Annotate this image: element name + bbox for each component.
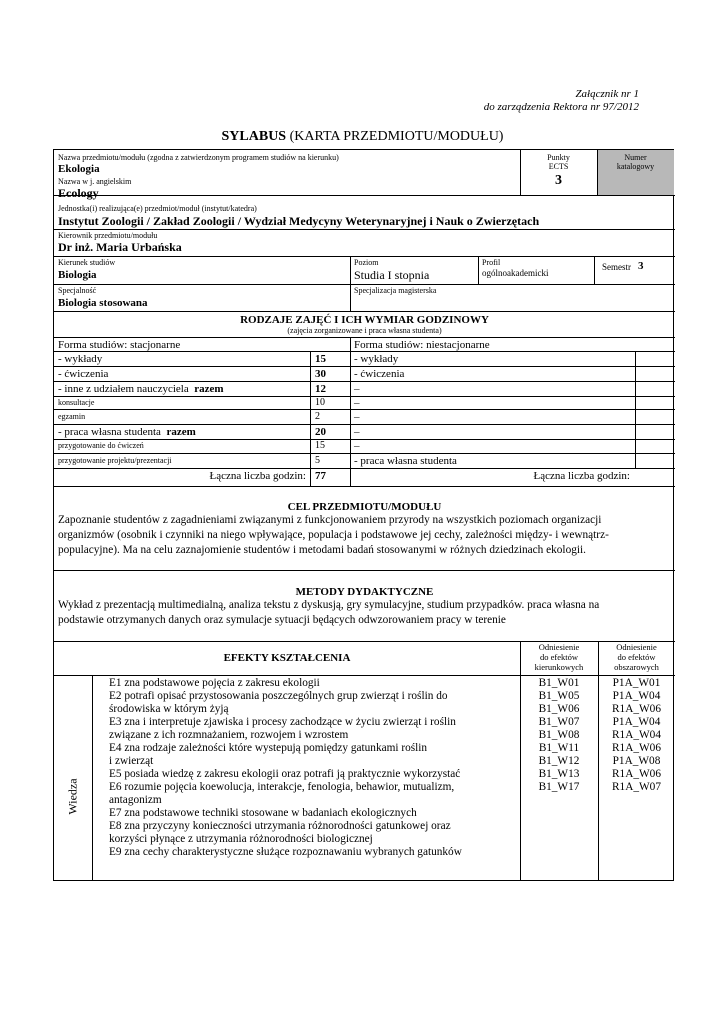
outcome-kier-code: B1_W06 — [538, 703, 580, 715]
semester-label: Semestr — [602, 262, 631, 272]
row-other-value: 12 — [315, 383, 326, 395]
page-title — [0, 129, 725, 145]
annex-note: Załącznik nr 1 — [575, 88, 639, 100]
profile-value: ogólnoakademicki — [482, 268, 549, 278]
row-exam-ns: – — [354, 411, 360, 423]
goal-text: Zapoznanie studentów z zagadnieniami związanymi z funkcjonowaniem przyrody na wszystkich poziomach organizacji organizmów (osobnik i czynniki na niego wpływające, populacja i podstawowe jej cechy, zależności między- i wewnątrz- populacyjne). Ma na celu zaznajomienie studentów i metodami badań stosowanymi w różnych dziedzinach ekologii. — [58, 514, 609, 556]
level-label: Poziom — [354, 258, 379, 267]
outcome-kier-code: B1_W13 — [538, 768, 580, 780]
outcome-line: i zwierząt — [109, 755, 154, 767]
row-exercises-label: - ćwiczenia — [58, 368, 109, 380]
outcome-obsz-code: P1A_W01 — [612, 677, 661, 689]
outcome-kier-code: B1_W08 — [538, 729, 580, 741]
row-other-label: - inne z udziałem nauczyciela razem — [58, 383, 224, 395]
row-selfwork-value: 20 — [315, 426, 326, 438]
row-consult-value: 10 — [315, 397, 325, 408]
outcome-line: E6 rozumie pojęcia koewolucja, interakcje, fenologia, behawior, mutualizm, — [109, 781, 455, 793]
outcomes-list — [109, 677, 515, 859]
outcome-line: E5 posiada wiedzę z zakresu ekologii oraz potrafi ją praktycznie wykorzystać — [109, 768, 461, 780]
methods-title: METODY DYDAKTYCZNE — [295, 586, 434, 598]
outcome-obsz-code: R1A_W07 — [612, 781, 661, 793]
outcome-line: E7 zna podstawowe techniki stosowane w badaniach ekologicznych — [109, 807, 417, 819]
outcome-line: środowiska w którym żyją — [109, 703, 229, 715]
outcome-kier-code: B1_W11 — [538, 742, 580, 754]
title-bold: SYLABUS — [221, 129, 287, 144]
row-project-value: 5 — [315, 455, 320, 466]
outcome-obsz-code: R1A_W06 — [612, 742, 661, 754]
outcome-kier-code: B1_W07 — [538, 716, 580, 728]
row-consult-label: konsultacje — [58, 398, 95, 407]
row-prep-label: przygotowanie do ćwiczeń — [58, 441, 144, 450]
goal-title: CEL PRZEDMIOTU/MODUŁU — [287, 501, 442, 513]
ects-label: Punkty ECTS — [547, 153, 570, 171]
head-label: Kierownik przedmiotu/modułu — [58, 231, 158, 240]
row-exercises-ns: - ćwiczenia — [354, 368, 405, 380]
nonstationary-label: Forma studiów: niestacjonarne — [354, 339, 490, 351]
unit-name: Instytut Zoologii / Zakład Zoologii / Wydział Medycyny Weterynaryjnej i Nauk o Zwierzętach — [58, 214, 540, 228]
course-name-label: Nazwa przedmiotu/modułu (zgodna z zatwierdzonym programem studiów na kierunku) — [58, 153, 339, 162]
classes-title: RODZAJE ZAJĘĆ I ICH WYMIAR GODZINOWY — [240, 314, 489, 326]
title-rest: (KARTA PRZEDMIOTU/MODUŁU) — [289, 129, 504, 144]
row-lectures-value: 15 — [315, 353, 326, 365]
classes-subtitle: (zajęcia zorganizowane i praca własna studenta) — [287, 326, 442, 335]
ns-total-label: Łączna liczba godzin: — [533, 470, 630, 482]
total-label: Łączna liczba godzin: — [209, 470, 306, 482]
annex-regulation: do zarządzenia Rektora nr 97/2012 — [483, 101, 639, 113]
row-exam-value: 2 — [315, 411, 320, 422]
outcome-line: E8 zna przyczyny konieczności utrzymania różnorodności gatunkowej oraz — [109, 820, 451, 832]
row-selfwork-ns: – — [354, 426, 360, 438]
outcome-obsz-code: P1A_W04 — [612, 716, 661, 728]
outcomes-col-kier: Odniesienie do efektów kierunkowych — [534, 642, 584, 672]
outcomes-obsz-list — [598, 677, 675, 794]
outcome-line: E4 zna rodzaje zależności które wystepują pomiędzy gatunkami roślin — [109, 742, 428, 754]
outcome-obsz-code: R1A_W04 — [612, 729, 661, 741]
total-value: 77 — [315, 470, 326, 482]
outcome-line: związane z ich rozmnażaniem, rozwojem i wzrostem — [109, 729, 349, 741]
row-project-ns: - praca własna studenta — [354, 455, 457, 467]
outcome-line: E2 potrafi opisać przystosowania poszczególnych grup zwierząt i roślin do — [109, 690, 448, 702]
outcome-kier-code: B1_W17 — [538, 781, 580, 793]
semester-value: 3 — [638, 260, 644, 272]
field-value: Biologia — [58, 269, 97, 281]
outcomes-kier-list — [520, 677, 598, 794]
row-selfwork-label: - praca własna studenta razem — [58, 426, 196, 438]
row-other-ns: – — [354, 383, 360, 395]
row-consult-ns: – — [354, 397, 360, 409]
row-exam-label: egzamin — [58, 412, 86, 421]
field-label: Kierunek studiów — [58, 258, 116, 267]
methods-text: Wykład z prezentacją multimedialną, analiza tekstu z dyskusją, gry symulacyjne, studium przypadków. praca własna na podstawie otrzymanych danych oraz symulacje sytuacji będących odwzorowaniem pracy w terenie — [58, 599, 600, 626]
head-name: Dr inż. Maria Urbańska — [58, 240, 182, 254]
outcomes-col-obsz: Odniesienie do efektów obszarowych — [614, 642, 659, 672]
outcome-kier-code: B1_W05 — [538, 690, 580, 702]
unit-label: Jednostka(i) realizująca(e) przedmiot/moduł (instytut/katedra) — [58, 204, 257, 213]
outcome-obsz-code: P1A_W08 — [612, 755, 661, 767]
outcome-obsz-code: P1A_W04 — [612, 690, 661, 702]
ects-value: 3 — [555, 173, 562, 188]
outcome-obsz-code: R1A_W06 — [612, 768, 661, 780]
level-value: Studia I stopnia — [354, 268, 430, 282]
english-name: Ecology — [58, 186, 99, 200]
outcome-kier-code: B1_W01 — [538, 677, 580, 689]
outcome-line: E3 zna i interpretuje zjawiska i procesy zachodzące w życiu zwierząt i roślin — [109, 716, 456, 728]
row-lectures-ns: - wykłady — [354, 353, 399, 365]
master-label: Specjalizacja magisterska — [354, 286, 437, 295]
stationary-label: Forma studiów: stacjonarne — [58, 339, 181, 351]
category-wiedza: Wiedza — [65, 778, 80, 815]
catalog-label: Numer katalogowy — [616, 153, 655, 171]
syllabus-form — [53, 149, 674, 881]
row-project-label: przygotowanie projektu/prezentacji — [58, 456, 172, 465]
outcome-line: E1 zna podstawowe pojęcia z zakresu ekologii — [109, 677, 320, 689]
english-name-label: Nazwa w j. angielskim — [58, 177, 132, 186]
row-lectures-label: - wykłady — [58, 353, 103, 365]
course-name: Ekologia — [58, 163, 100, 175]
row-prep-value: 15 — [315, 440, 325, 451]
spec-label: Specjalność — [58, 286, 97, 295]
row-prep-ns: – — [354, 440, 360, 452]
outcome-obsz-code: R1A_W06 — [612, 703, 661, 715]
row-exercises-value: 30 — [315, 368, 326, 380]
outcome-line: korzyści płynące z utrzymania różnorodności biologicznej — [109, 833, 373, 845]
spec-value: Biologia stosowana — [58, 297, 148, 309]
profile-label: Profil — [482, 258, 501, 267]
outcome-kier-code: B1_W12 — [538, 755, 580, 767]
outcome-line: E9 zna cechy charakterystyczne służące rozpoznawaniu wybranych gatunków — [109, 846, 462, 858]
outcome-line: antagonizm — [109, 794, 162, 806]
outcomes-title: EFEKTY KSZTAŁCENIA — [223, 652, 351, 664]
